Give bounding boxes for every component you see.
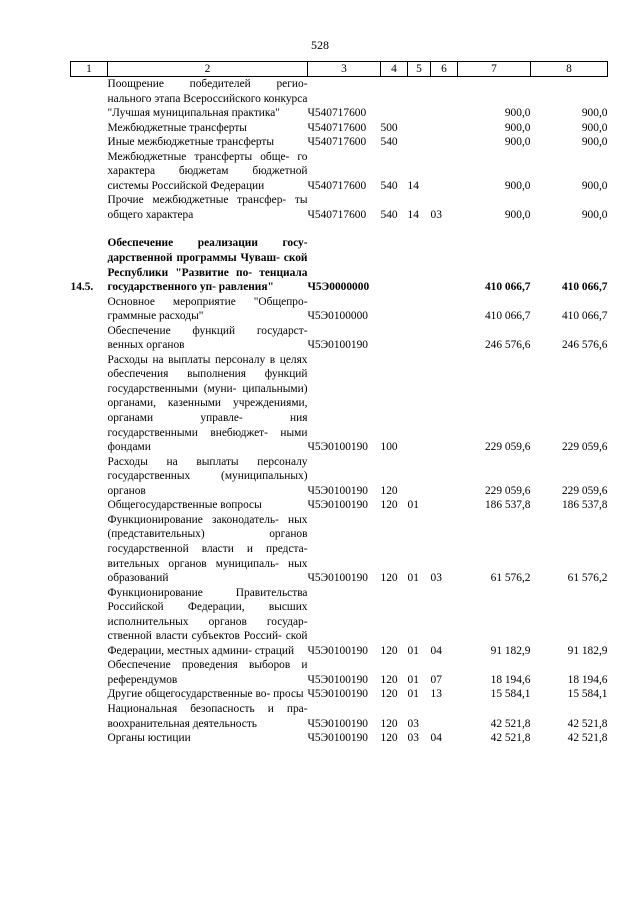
section-code: 03 xyxy=(407,717,419,730)
section-code: 03 xyxy=(407,732,419,745)
target-article-code: Ч540717600 xyxy=(307,179,367,192)
expense-type-code: 540 xyxy=(380,136,398,149)
amount-2: 61 576,2 xyxy=(567,572,608,585)
section-code xyxy=(408,324,431,353)
subsection-code xyxy=(431,702,458,731)
amount-1: 186 537,8 xyxy=(484,499,531,512)
expense-type-code: 120 xyxy=(380,732,398,745)
section-number xyxy=(71,687,108,702)
amount-2: 91 182,9 xyxy=(567,644,608,657)
row-description: Поощрение победителей регио- нального этапа Всероссийского конкурса "Лучшая муниципальная практика" xyxy=(107,78,308,120)
table-row xyxy=(71,150,608,194)
amount-1: 410 066,7 xyxy=(484,281,531,294)
target-article-code: Ч5Э0100190 xyxy=(307,484,368,497)
amount-1: 42 521,8 xyxy=(490,732,531,745)
section-number xyxy=(71,586,108,659)
amount-2: 900,0 xyxy=(581,136,608,149)
amount-1: 246 576,6 xyxy=(484,339,531,352)
column-header: 8 xyxy=(531,62,608,77)
subsection-code xyxy=(431,77,458,121)
section-number xyxy=(71,658,108,687)
amount-2: 229 059,6 xyxy=(561,441,608,454)
subsection-code xyxy=(431,121,458,136)
amount-1: 18 194,6 xyxy=(490,673,531,686)
section-number xyxy=(71,135,108,150)
amount-1: 900,0 xyxy=(504,136,531,149)
amount-1: 410 066,7 xyxy=(484,310,531,323)
amount-2: 42 521,8 xyxy=(567,732,608,745)
expense-type-code: 120 xyxy=(380,644,398,657)
amount-2: 229 059,6 xyxy=(561,484,608,497)
expense-type-code: 120 xyxy=(380,499,398,512)
subsection-code xyxy=(431,353,458,455)
row-description: Расходы на выплаты персоналу в целях обеспечения выполнения функций государственными (муни- ципальными) органами, казенными учреждениями, органами управле- ния государственными внебюджет- ными фондами xyxy=(107,353,308,454)
table-row xyxy=(71,77,608,121)
section-code xyxy=(408,353,431,455)
section-number xyxy=(71,324,108,353)
budget-table xyxy=(70,61,608,746)
table-row xyxy=(71,513,608,586)
subsection-code: 03 xyxy=(430,208,442,221)
amount-2: 18 194,6 xyxy=(567,673,608,686)
amount-2: 900,0 xyxy=(581,179,608,192)
target-article-code: Ч540717600 xyxy=(307,121,367,134)
table-row xyxy=(71,498,608,513)
section-code: 14 xyxy=(407,179,419,192)
table-row xyxy=(71,193,608,222)
table-row xyxy=(71,135,608,150)
amount-2: 186 537,8 xyxy=(561,499,608,512)
section-code: 01 xyxy=(407,572,419,585)
expense-type-code: 120 xyxy=(380,572,398,585)
table-row xyxy=(71,455,608,499)
expense-type-code: 500 xyxy=(380,121,398,134)
section-code: 01 xyxy=(407,688,419,701)
section-number xyxy=(71,193,108,222)
section-code xyxy=(408,135,431,150)
target-article-code: Ч5Э0100190 xyxy=(307,717,368,730)
section-number xyxy=(71,731,108,746)
subsection-code xyxy=(431,236,458,294)
row-description: Обеспечение реализации госу- дарственной программы Чуваш- ской Республики "Развитие по- тенциала государственного уп- равления" xyxy=(107,237,308,294)
row-description: Основное мероприятие "Общепро- граммные расходы" xyxy=(107,295,308,323)
spacer-row xyxy=(71,222,608,236)
table-row xyxy=(71,236,608,294)
subsection-code: 07 xyxy=(430,673,442,686)
amount-2: 900,0 xyxy=(581,121,608,134)
subsection-code xyxy=(431,150,458,194)
subsection-code: 04 xyxy=(430,732,442,745)
table-row xyxy=(71,353,608,455)
target-article-code: Ч5Э0100000 xyxy=(307,310,368,323)
section-number xyxy=(71,77,108,121)
amount-2: 900,0 xyxy=(581,208,608,221)
column-header: 4 xyxy=(381,62,408,77)
section-number: 14.5. xyxy=(70,281,94,294)
column-header: 3 xyxy=(308,62,381,77)
section-number xyxy=(71,513,108,586)
section-code: 01 xyxy=(407,499,419,512)
expense-type-code: 540 xyxy=(380,208,398,221)
column-header: 5 xyxy=(408,62,431,77)
expense-type-code xyxy=(381,295,408,324)
subsection-code xyxy=(431,135,458,150)
amount-2: 900,0 xyxy=(581,107,608,120)
target-article-code: Ч5Э0100190 xyxy=(307,673,368,686)
expense-type-code xyxy=(381,324,408,353)
row-description: Функционирование законодатель- ных (представительных) органов государственной власти и предста- вительных органов муниципаль- ных образований xyxy=(107,513,308,585)
table-row xyxy=(71,295,608,324)
section-number xyxy=(71,150,108,194)
amount-1: 900,0 xyxy=(504,121,531,134)
section-code xyxy=(408,455,431,499)
row-description: Национальная безопасность и пра- воохранительная деятельность xyxy=(107,702,308,730)
target-article-code: Ч5Э0100190 xyxy=(307,572,368,585)
subsection-code xyxy=(431,324,458,353)
table-row xyxy=(71,702,608,731)
section-code: 14 xyxy=(407,208,419,221)
target-article-code: Ч5Э0100190 xyxy=(307,688,368,701)
row-description: Общегосударственные вопросы xyxy=(107,499,262,512)
section-number xyxy=(71,455,108,499)
amount-1: 61 576,2 xyxy=(490,572,531,585)
section-code xyxy=(408,121,431,136)
subsection-code: 13 xyxy=(430,688,442,701)
target-article-code: Ч540717600 xyxy=(307,208,367,221)
row-description: Прочие межбюджетные трансфер- ты общего характера xyxy=(107,194,308,221)
table-row xyxy=(71,324,608,353)
table-row xyxy=(71,687,608,702)
table-row xyxy=(71,121,608,136)
section-code xyxy=(408,77,431,121)
row-description: Другие общегосударственные во- просы xyxy=(107,688,304,701)
expense-type-code: 100 xyxy=(380,441,398,454)
target-article-code: Ч5Э0100190 xyxy=(307,441,368,454)
expense-type-code: 120 xyxy=(380,717,398,730)
row-description: Функционирование Правительства Российской Федерации, высших исполнительных органов государ- ственной власти субъектов Россий- ской Федерации, местных админи- страций xyxy=(107,586,308,657)
section-number xyxy=(71,353,108,455)
section-code xyxy=(408,236,431,294)
expense-type-code: 120 xyxy=(380,484,398,497)
table-row xyxy=(71,658,608,687)
subsection-code: 03 xyxy=(430,572,442,585)
amount-1: 91 182,9 xyxy=(490,644,531,657)
expense-type-code xyxy=(381,77,408,121)
column-header: 7 xyxy=(458,62,531,77)
amount-2: 410 066,7 xyxy=(561,281,608,294)
amount-1: 900,0 xyxy=(504,208,531,221)
expense-type-code: 120 xyxy=(380,673,398,686)
amount-2: 246 576,6 xyxy=(561,339,608,352)
target-article-code: Ч5Э0100190 xyxy=(307,339,368,352)
column-header-row xyxy=(71,62,608,77)
target-article-code: Ч540717600 xyxy=(307,107,367,120)
section-number xyxy=(71,121,108,136)
expense-type-code xyxy=(381,236,408,294)
amount-1: 15 584,1 xyxy=(490,688,531,701)
row-description: Межбюджетные трансферты обще- го характера бюджетам бюджетной системы Российской Федерации xyxy=(107,150,308,192)
section-number xyxy=(71,295,108,324)
amount-2: 42 521,8 xyxy=(567,717,608,730)
subsection-code xyxy=(431,295,458,324)
section-number xyxy=(71,702,108,731)
row-description: Обеспечение функций государст- венных органов xyxy=(107,324,308,352)
target-article-code: Ч5Э0100190 xyxy=(307,644,368,657)
row-description: Обеспечение проведения выборов и референдумов xyxy=(107,659,308,686)
target-article-code: Ч5Э0100190 xyxy=(307,499,368,512)
table-row xyxy=(71,586,608,659)
table-row xyxy=(71,731,608,746)
target-article-code: Ч5Э0100190 xyxy=(307,732,368,745)
row-description: Иные межбюджетные трансферты xyxy=(107,136,275,149)
amount-2: 15 584,1 xyxy=(567,688,608,701)
target-article-code: Ч540717600 xyxy=(307,136,367,149)
amount-1: 229 059,6 xyxy=(484,441,531,454)
subsection-code xyxy=(431,455,458,499)
subsection-code: 04 xyxy=(430,644,442,657)
amount-1: 229 059,6 xyxy=(484,484,531,497)
column-header: 6 xyxy=(431,62,458,77)
section-code xyxy=(408,295,431,324)
row-description: Расходы на выплаты персоналу государственных (муниципальных) органов xyxy=(107,455,308,497)
amount-2: 410 066,7 xyxy=(561,310,608,323)
subsection-code xyxy=(431,498,458,513)
section-code: 01 xyxy=(407,644,419,657)
page-number: 528 xyxy=(311,38,329,52)
column-header: 2 xyxy=(108,62,308,77)
expense-type-code: 120 xyxy=(380,688,398,701)
section-code: 01 xyxy=(407,673,419,686)
amount-1: 900,0 xyxy=(504,179,531,192)
expense-type-code: 540 xyxy=(380,179,398,192)
amount-1: 900,0 xyxy=(504,107,531,120)
row-description: Органы юстиции xyxy=(107,732,191,745)
table-body xyxy=(71,77,608,746)
column-header: 1 xyxy=(71,62,108,77)
target-article-code: Ч5Э0000000 xyxy=(307,281,370,294)
amount-1: 42 521,8 xyxy=(490,717,531,730)
row-description: Межбюджетные трансферты xyxy=(107,121,247,134)
section-number xyxy=(71,498,108,513)
